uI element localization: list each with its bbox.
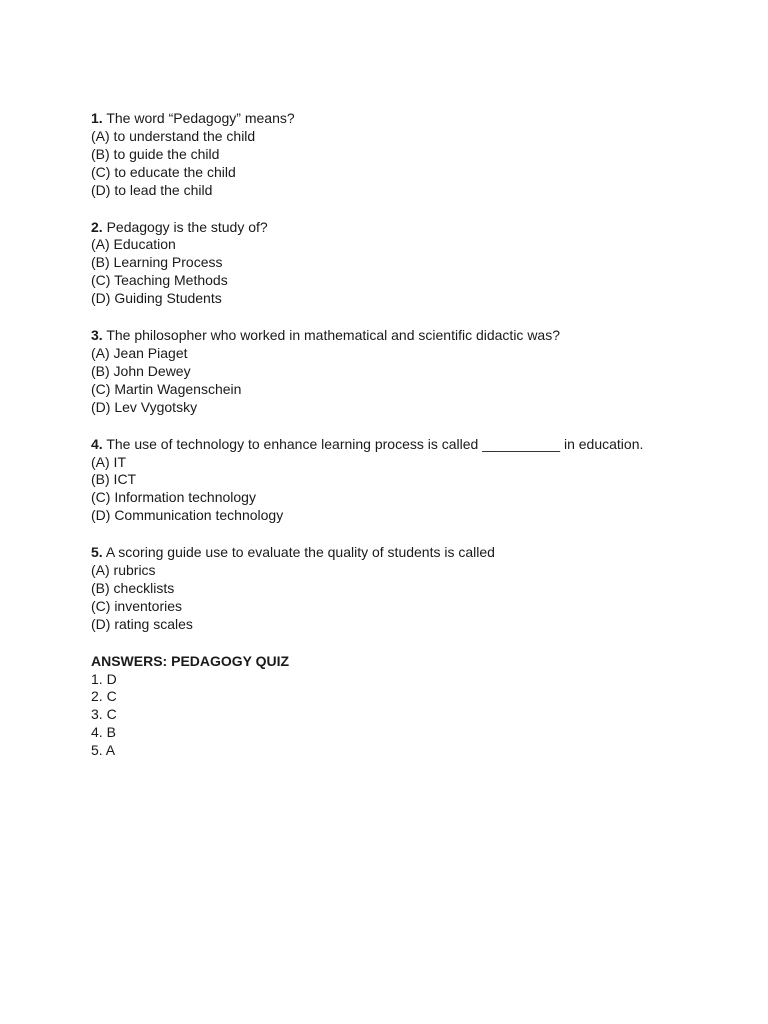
question-text (91, 436, 651, 454)
question-5 (91, 544, 651, 634)
answer-key (91, 653, 651, 760)
question-4 (91, 436, 651, 526)
option-b: (B) checklists (91, 579, 175, 596)
option-c: (C) Information technology (91, 489, 256, 506)
question-number: 3. (91, 327, 103, 344)
answer-item: 4. B (91, 724, 116, 741)
option-c: (C) Martin Wagenschein (91, 380, 242, 397)
option-d: (D) Guiding Students (91, 290, 222, 307)
question-prompt: Pedagogy is the study of? (106, 218, 268, 235)
option-c: (C) Teaching Methods (91, 272, 228, 289)
option-d: (D) rating scales (91, 615, 193, 632)
option-b: (B) John Dewey (91, 362, 191, 379)
question-text (91, 219, 651, 237)
option-d: (D) Communication technology (91, 507, 284, 524)
option-c: (C) to educate the child (91, 163, 236, 180)
question-prompt: The word “Pedagogy” means? (106, 110, 295, 126)
quiz-document (91, 110, 651, 760)
question-text (91, 327, 651, 345)
answer-key-title: ANSWERS: PEDAGOGY QUIZ (91, 652, 290, 669)
option-a: (A) IT (91, 453, 126, 470)
option-a: (A) to understand the child (91, 127, 256, 144)
option-b: (B) Learning Process (91, 254, 223, 271)
question-2 (91, 219, 651, 309)
question-number: 5. (91, 544, 103, 561)
option-d: (D) Lev Vygotsky (91, 398, 198, 415)
option-a: (A) rubrics (91, 562, 156, 579)
option-b: (B) to guide the child (91, 145, 220, 162)
option-a: (A) Education (91, 236, 176, 253)
option-c: (C) inventories (91, 597, 183, 614)
question-3 (91, 327, 651, 417)
option-d: (D) to lead the child (91, 181, 213, 198)
answer-item: 3. C (91, 706, 117, 723)
question-text (91, 544, 651, 562)
answer-item: 1. D (91, 670, 117, 687)
question-text (91, 110, 651, 128)
question-1 (91, 110, 651, 200)
option-a: (A) Jean Piaget (91, 344, 188, 361)
question-prompt: The philosopher who worked in mathematical and scientific didactic was? (106, 327, 561, 344)
question-prompt: The use of technology to enhance learning process is called __________ in education. (106, 435, 644, 452)
question-prompt: A scoring guide use to evaluate the quality of students is called (105, 544, 495, 561)
question-number: 1. (91, 110, 103, 126)
option-b: (B) ICT (91, 471, 137, 488)
question-number: 4. (91, 435, 103, 452)
answer-item: 5. A (91, 742, 116, 759)
question-number: 2. (91, 218, 103, 235)
answer-item: 2. C (91, 688, 117, 705)
